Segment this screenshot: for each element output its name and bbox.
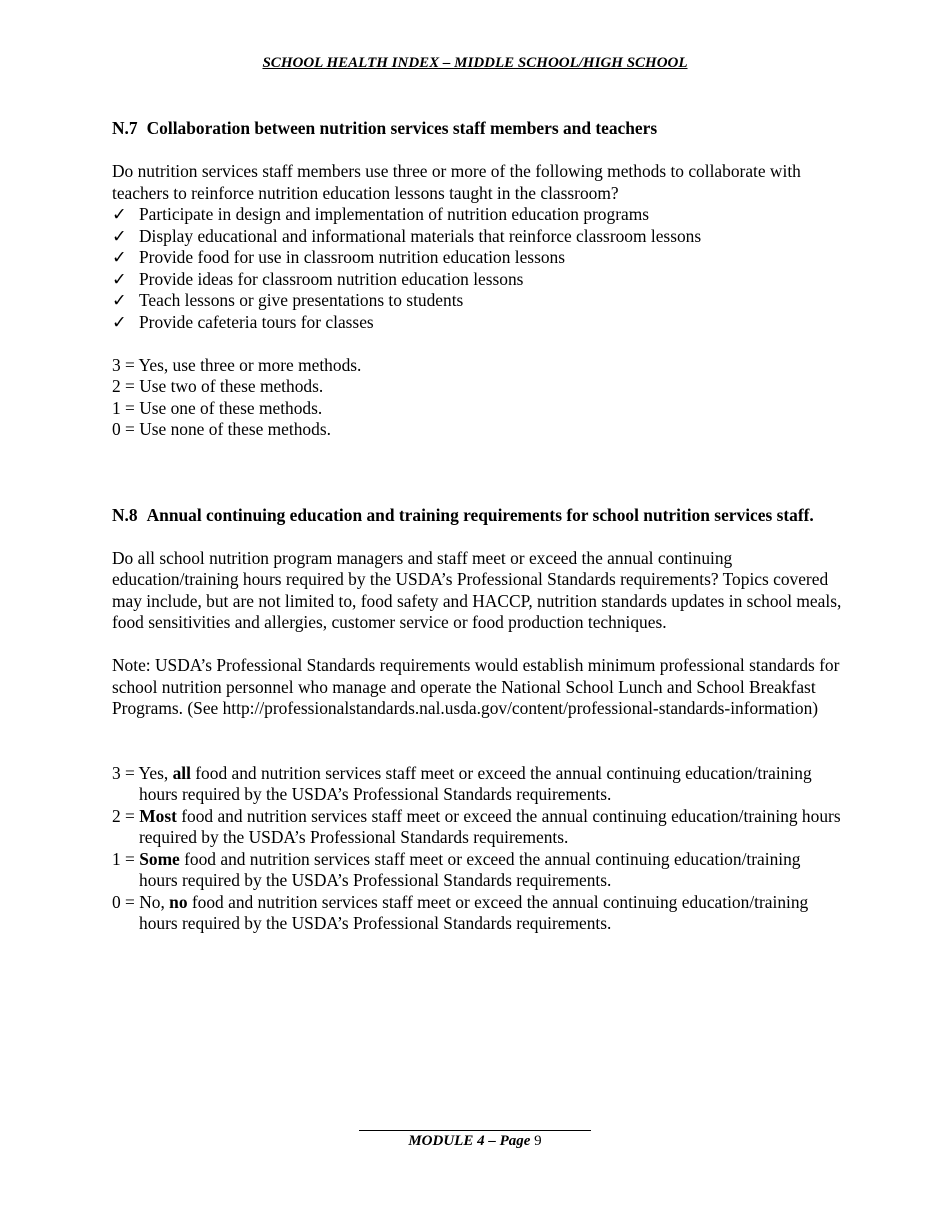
scale-item: 0 = Use none of these methods. [112,419,331,439]
section-n7-number: N.7 [112,118,138,138]
page-number: 9 [534,1133,542,1149]
methods-list [112,204,842,333]
section-n7-heading [112,118,842,140]
section-n7-scale [112,355,842,441]
checkmark-icon: ✓ [112,204,127,224]
scale-item: 3 = Yes, use three or more methods. [112,354,362,375]
scale-item: 2 = Most food and nutrition services staff meet or exceed the annual continuing education/training hours required by the USDA’s Professional Standards requirements. [112,805,841,847]
section-n8-scale [112,763,842,935]
section-n7-question: Do nutrition services staff members use three or more of the following methods to collaborate with teachers to reinforce nutrition education lessons taught in the classroom? [112,161,801,203]
section-n8-title: Annual continuing education and training requirements for school nutrition services staff. [146,504,814,525]
section-n8-note: Note: USDA’s Professional Standards requirements would establish minimum professional standards for school nutrition personnel who manage and operate the National School Lunch and School Breakfast Programs. (See http://professionalstandards.nal.usda.gov/content/professional-standards-information) [112,655,840,718]
checkmark-icon: ✓ [112,247,127,267]
page-content [112,118,842,935]
section-n8-number: N.8 [112,504,138,525]
section-n8-heading [112,505,842,527]
footer-label: MODULE 4 – Page [408,1133,531,1149]
scale-item: 3 = Yes, all food and nutrition services staff meet or exceed the annual continuing education/training hours required by the USDA’s Professional Standards requirements. [112,762,812,804]
list-item: ✓ Provide cafeteria tours for classes [112,311,374,332]
scale-item: 1 = Some food and nutrition services staff meet or exceed the annual continuing education/training hours required by the USDA’s Professional Standards requirements. [112,848,801,890]
scale-item: 1 = Use one of these methods. [112,397,323,418]
checkmark-icon: ✓ [112,290,127,310]
page-footer [0,1133,950,1150]
checkmark-icon: ✓ [112,268,127,289]
page-header: SCHOOL HEALTH INDEX – MIDDLE SCHOOL/HIGH SCHOOL [262,55,688,71]
checkmark-icon: ✓ [112,225,127,246]
list-item: ✓ Provide ideas for classroom nutrition education lessons [112,268,524,289]
scale-item: 2 = Use two of these methods. [112,376,324,396]
scale-item: 0 = No, no food and nutrition services staff meet or exceed the annual continuing education/training hours required by the USDA’s Professional Standards requirements. [112,891,809,933]
list-item: ✓ Display educational and informational materials that reinforce classroom lessons [112,225,702,246]
list-item: ✓ Provide food for use in classroom nutrition education lessons [112,247,566,267]
footer-divider [359,1130,591,1131]
checkmark-icon: ✓ [112,311,127,332]
section-n7-title: Collaboration between nutrition services staff members and teachers [146,118,658,138]
list-item: ✓ Teach lessons or give presentations to students [112,290,464,310]
list-item: ✓ Participate in design and implementation of nutrition education programs [112,204,650,224]
section-n8-question: Do all school nutrition program managers and staff meet or exceed the annual continuing education/training hours required by the USDA’s Professional Standards requirements? Topics covered may include, but are not limited to, food safety and HACCP, nutrition standards updates in school meals, food sensitivities and allergies, customer service or food production techniques. [112,547,842,632]
